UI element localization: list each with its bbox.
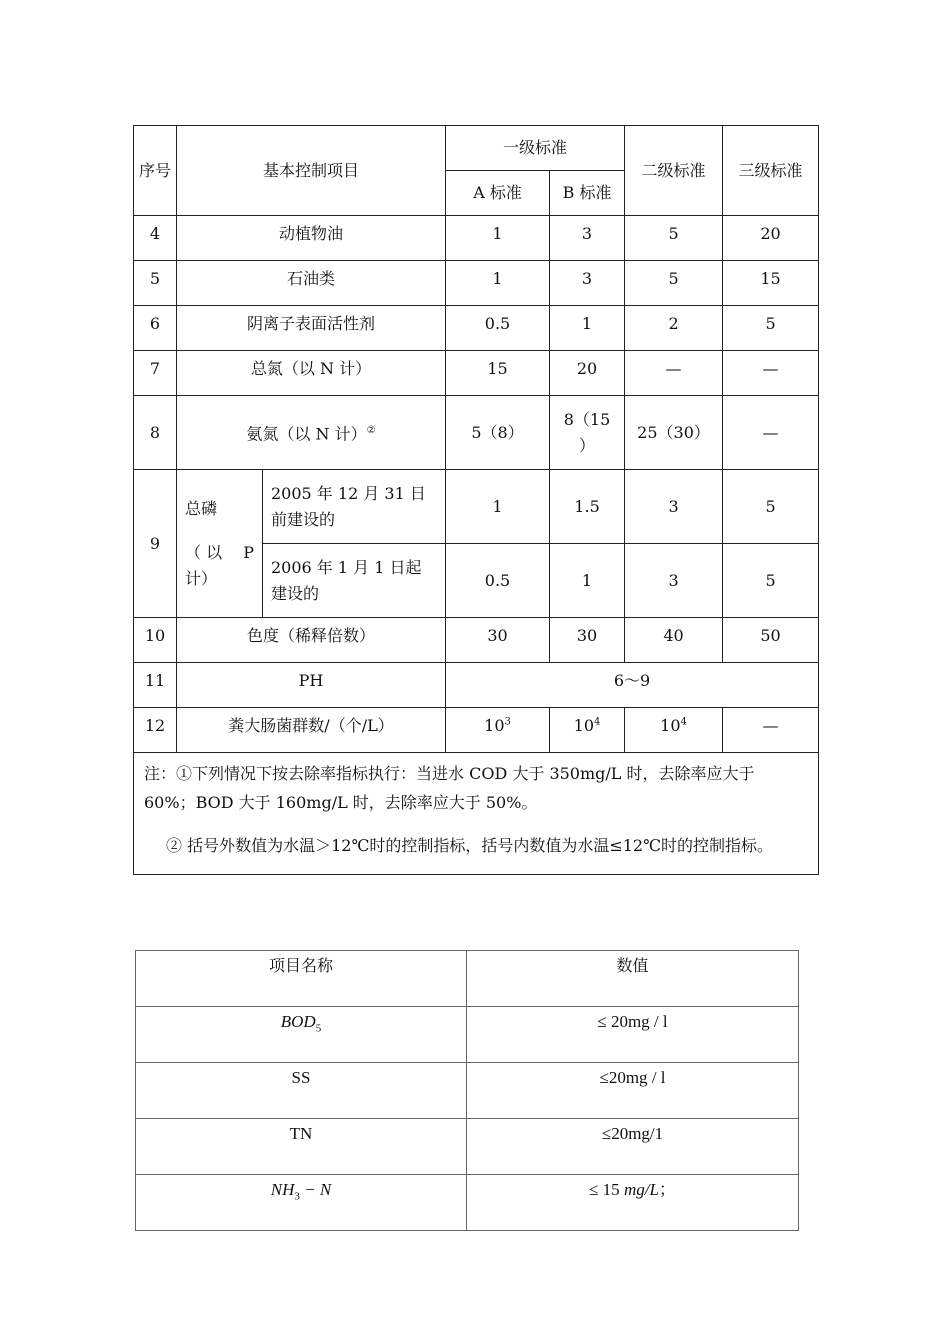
row-seq: 6 (134, 306, 177, 351)
row-b: 1 (550, 306, 625, 351)
row-l3: 20 (723, 216, 819, 261)
param-value: ≤ 20mg / l (467, 1007, 799, 1063)
table-row (134, 708, 819, 753)
phosphorus-item-line3: 计） (185, 568, 218, 588)
formula-base: NH (270, 1180, 295, 1199)
row-item: 阴离子表面活性剂 (177, 306, 446, 351)
row-l2: 25（30） (625, 396, 723, 470)
row-seq: 11 (134, 663, 177, 708)
header-item: 基本控制项目 (177, 126, 446, 216)
row-a: 15 (446, 351, 550, 396)
table-row (136, 1119, 799, 1175)
row-b: 1 (550, 544, 625, 618)
header-level1-a: A 标准 (446, 171, 550, 216)
row-b-line2: ） (579, 435, 596, 455)
row-item: 总氮（以 N 计） (177, 351, 446, 396)
row-l2: 5 (625, 261, 723, 306)
condition-line2: 建设的 (271, 583, 320, 603)
row-l2 (625, 708, 723, 753)
row-l2: — (625, 351, 723, 396)
table-row (134, 351, 819, 396)
table-header-row (136, 951, 799, 1007)
header-level1-b: B 标准 (550, 171, 625, 216)
header-level2: 二级标准 (625, 126, 723, 216)
row-l3: — (723, 351, 819, 396)
row-item: 石油类 (177, 261, 446, 306)
power-exponent: 4 (594, 716, 601, 728)
row-seq: 12 (134, 708, 177, 753)
note-2: ② 括号外数值为水温＞12℃时的控制指标，括号内数值为水温≤12℃时的控制指标。 (166, 836, 774, 855)
header-name: 项目名称 (136, 951, 467, 1007)
row-a (446, 708, 550, 753)
param-name (136, 1175, 467, 1231)
note-1: 注：①下列情况下按去除率指标执行：当进水 COD 大于 350mg/L 时，去除率应大于 60%；BOD 大于 160mg/L 时，去除率应大于 50%。 (144, 764, 755, 812)
phosphorus-item-line1: 总磷 (185, 498, 218, 518)
param-value (467, 1175, 799, 1231)
table-row (136, 1175, 799, 1231)
formula-base: BOD (280, 1012, 316, 1031)
row-l3: 5 (723, 544, 819, 618)
param-formula (280, 1012, 322, 1035)
condition-line1: 2006 年 1 月 1 日起 (271, 557, 422, 577)
condition-line2: 前建设的 (271, 509, 336, 529)
row-seq: 7 (134, 351, 177, 396)
row-item (177, 396, 446, 470)
row-a: 0.5 (446, 306, 550, 351)
condition-line1: 2005 年 12 月 31 日 (271, 483, 426, 503)
header-value: 数值 (467, 951, 799, 1007)
notes-row (134, 753, 819, 875)
row-seq: 4 (134, 216, 177, 261)
row-a: 1 (446, 261, 550, 306)
table-row (134, 618, 819, 663)
row-seq: 10 (134, 618, 177, 663)
row-l3: 5 (723, 306, 819, 351)
notes-cell (134, 753, 819, 875)
row-b: 3 (550, 261, 625, 306)
param-value: ≤20mg/1 (467, 1119, 799, 1175)
value-unit: mg/L (619, 1180, 659, 1199)
row-l2: 5 (625, 216, 723, 261)
phosphorus-item (177, 470, 263, 618)
row-a: 5（8） (446, 396, 550, 470)
header-level3: 三级标准 (723, 126, 819, 216)
table-row (134, 306, 819, 351)
standards-table (133, 125, 819, 875)
row-b: 3 (550, 216, 625, 261)
design-values-table (135, 950, 799, 1231)
ph-value: 6～9 (446, 663, 819, 708)
row-item: PH (177, 663, 446, 708)
power-exponent: 4 (680, 716, 687, 728)
row-b (550, 396, 625, 470)
formula-subscript: 5 (315, 1022, 322, 1035)
row-b-line1: 8（15 (563, 409, 611, 429)
row-b: 1.5 (550, 470, 625, 544)
param-name: TN (136, 1119, 467, 1175)
row-a: 30 (446, 618, 550, 663)
param-value: ≤20mg / l (467, 1063, 799, 1119)
formula-tail: − N (299, 1180, 332, 1199)
row-l3: 15 (723, 261, 819, 306)
param-formula (270, 1180, 332, 1203)
row-l3: 5 (723, 470, 819, 544)
row-seq: 8 (134, 396, 177, 470)
power-exponent: 3 (504, 716, 511, 728)
condition-cell (263, 544, 446, 618)
row-b: 30 (550, 618, 625, 663)
row-b (550, 708, 625, 753)
row-b: 20 (550, 351, 625, 396)
table-row (134, 470, 819, 544)
row-a: 1 (446, 470, 550, 544)
table-row (134, 396, 819, 470)
value-end: ； (658, 1180, 676, 1199)
row-seq: 9 (134, 470, 177, 618)
header-level1: 一级标准 (446, 126, 625, 171)
row-item: 动植物油 (177, 216, 446, 261)
row-item-text: 氨氮（以 N 计） (246, 424, 367, 444)
condition-cell (263, 470, 446, 544)
footnote-mark: ② (366, 424, 376, 436)
phosphorus-item-line2b: P (243, 542, 254, 562)
param-name (136, 1007, 467, 1063)
row-seq: 5 (134, 261, 177, 306)
formula-subscript: 3 (294, 1190, 300, 1203)
row-item: 色度（稀释倍数） (177, 618, 446, 663)
header-seq: 序号 (134, 126, 177, 216)
row-a: 0.5 (446, 544, 550, 618)
row-l2: 40 (625, 618, 723, 663)
row-l2: 2 (625, 306, 723, 351)
row-l3: 50 (723, 618, 819, 663)
phosphorus-item-line2a: （ 以 (185, 542, 223, 562)
row-l2: 3 (625, 544, 723, 618)
row-l3: — (723, 708, 819, 753)
row-a: 1 (446, 216, 550, 261)
param-name: SS (136, 1063, 467, 1119)
table-row (136, 1063, 799, 1119)
table-row (134, 663, 819, 708)
phosphorus-item-line2 (185, 540, 258, 566)
table-row (134, 261, 819, 306)
value-prefix: ≤ 15 (589, 1180, 620, 1199)
power-base: 10 (660, 716, 681, 735)
row-l2: 3 (625, 470, 723, 544)
row-item: 粪大肠菌群数/（个/L） (177, 708, 446, 753)
table-row (136, 1007, 799, 1063)
power-base: 10 (484, 716, 505, 735)
power-base: 10 (573, 716, 595, 735)
table-row (134, 216, 819, 261)
row-l3: — (723, 396, 819, 470)
